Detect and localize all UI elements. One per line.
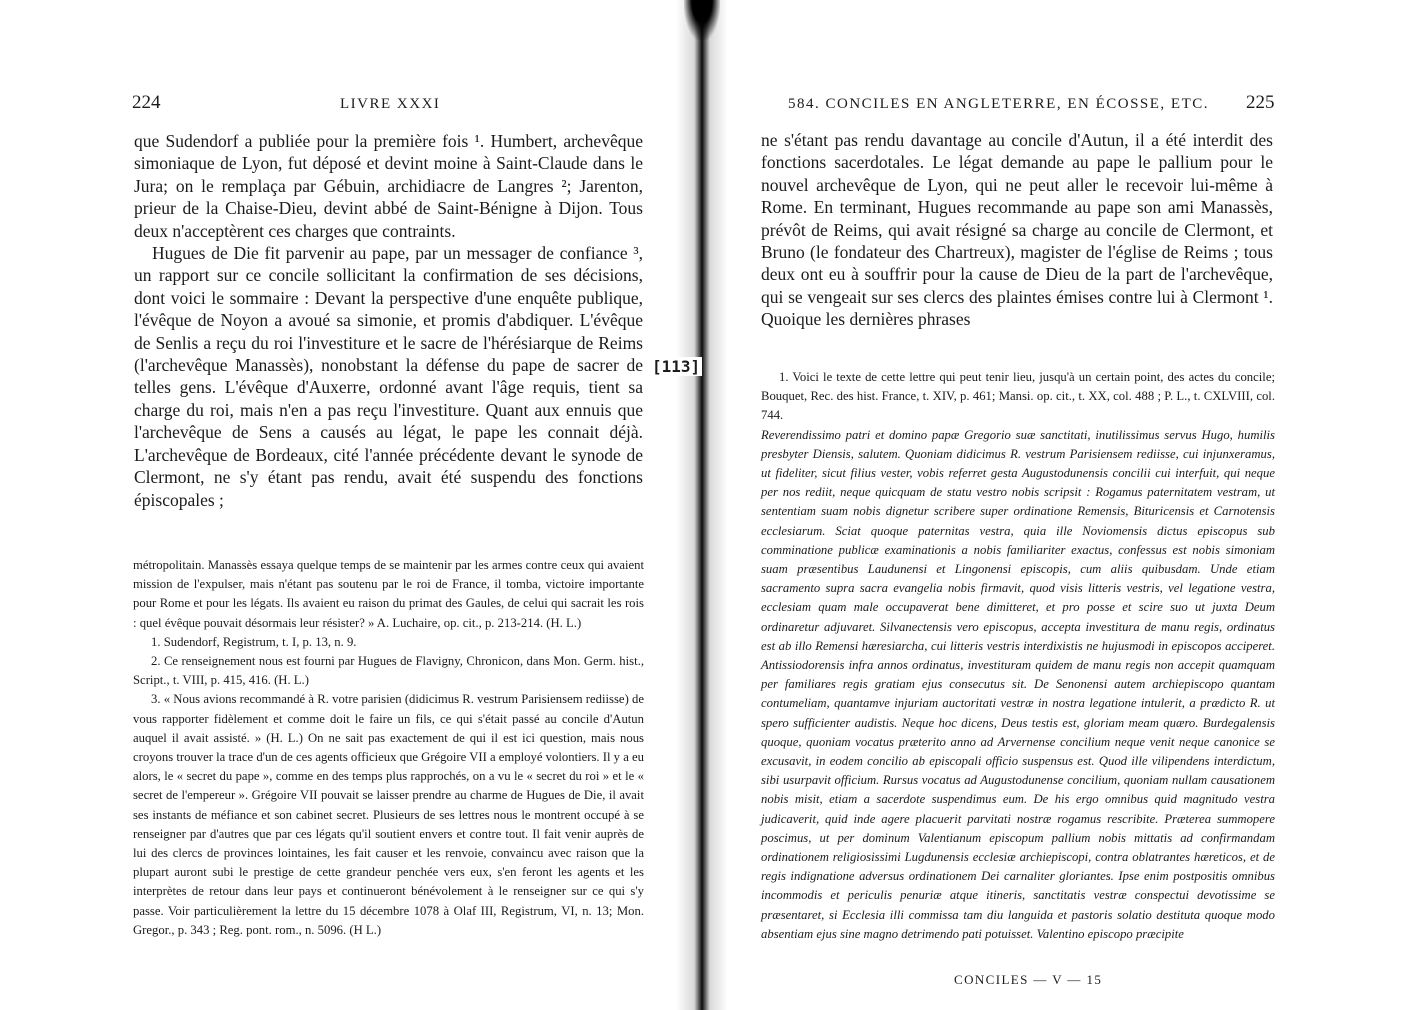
main-text	[761, 129, 1273, 331]
left-page	[0, 0, 676, 1010]
running-head: 584. CONCILES EN ANGLETERRE, EN ÉCOSSE, ETC.	[788, 96, 1209, 112]
right-page	[728, 0, 1404, 1010]
running-head: LIVRE XXXI	[340, 96, 441, 112]
paragraph: ne s'étant pas rendu davantage au concile d'Autun, il a été interdit des fonctions sacerdotales. Le légat demande au pape le pallium pour le nouvel archevêque de Lyon, qui ne peut aller le recevoir lui-même à Rome. En terminant, Hugues recommande au pape son ami Manassès, prévôt de Reims, qui avait résigné sa charge au concile de Clermont, et Bruno (le fondateur des Chartreux), magister de l'église de Reims ; tous deux ont eu à souffrir pour la cause de Dieu de la part de l'archevêque, qui se vengeait sur ses clercs des plaintes émises contre lui à Clermont ¹. Quoique les dernières phrases	[761, 130, 1273, 330]
main-text	[134, 130, 643, 511]
paragraph: Hugues de Die fit parvenir au pape, par un messager de confiance ³, un rapport sur ce concile sollicitant la confirmation de ses décisions, dont voici le sommaire : Devant la perspective d'une enquête publique, l'évêque de Noyon a avoué sa simonie, et promis d'abdiquer. L'évêque de Senlis a reçu du roi l'investiture et le sacre de l'hérésiarque de Reims (l'archevêque Manassès), nonobstant la défense du pape de sacrer de telles gens. L'évêque d'Auxerre, ordonné avant l'âge requis, tient sa charge du roi, mais n'en a pas reçu l'investiture. Quant aux ennuis que l'archevêque de Sens a causés au légat, le pape les connait déjà. L'archevêque de Bordeaux, cité l'année précédente devant le synode de Clermont, ne s'y étant pas rendu, avait été suspendu des fonctions épiscopales ;	[134, 243, 643, 510]
footnote-3: 3. « Nous avions recommandé à R. votre parisien (didicimus R. vestrum Parisiensem rediisse) de vous rapporter fidèlement et comme doit le faire un fils, ce qui s'était passé au concile d'Autun auquel il avait assisté. » (H. L.) On ne sait pas exactement de qui il est ici question, mais nous croyons trouver la trace d'un de ces agents officieux que Grégoire VII a employé volontiers. Il y a eu alors, le « secret du pape », comme en des temps plus rapprochés, on a vu le « secret du roi » et le « secret de l'empereur ». Grégoire VII pouvait se laisser prendre au charme de Hugues de Die, il avait ses instants de méfiance et son cabinet secret. Plusieurs de ses lettres nous le montrent occupé à se renseigner par d'autres que par ces légats qu'il soutient envers et contre tout. Il fait venir auprès de lui des clercs de provinces lointaines, les fait causer et les renvoie, convaincu avec raison que la plupart auront subi le prestige de cette grandeur penchée vers eux, s'en feront les agents et les interprètes de retour dans leur pays et continueront bénévolement à le renseigner sur ce qui s'y passe. Voir particulièrement la lettre du 15 décembre 1078 à Olaf III, Registrum, VI, n. 13; Mon. Gregor., p. 343 ; Reg. pont. rom., n. 5096. (H L.)	[133, 692, 644, 937]
original-page-marker: [113]	[652, 357, 701, 376]
footnote-2: 2. Ce renseignement nous est fourni par Hugues de Flavigny, Chronicon, dans Mon. Germ. hist., Script., t. VIII, p. 415, 416. (H. L.)	[133, 654, 644, 688]
paragraph: que Sudendorf a publiée pour la première fois ¹. Humbert, archevêque simoniaque de Lyon, fut déposé et devint moine à Saint-Claude dans le Jura; on le remplaça par Gébuin, archidiacre de Langres ²; Jarenton, prieur de la Chaise-Dieu, devint abbé de Saint-Bénigne à Dijon. Tous deux n'acceptèrent ces charges que contraints.	[134, 131, 643, 241]
footnotes	[133, 556, 644, 940]
footnote-1-intro: 1. Voici le texte de cette lettre qui peut tenir lieu, jusqu'à un certain point, des actes du concile; Bouquet, Rec. des hist. France, t. XIV, p. 461; Mansi. op. cit., t. XX, col. 488 ; P. L., t. CXLVIII, col. 744.	[761, 370, 1275, 423]
page-number: 224	[132, 92, 161, 113]
footnote-1-latin-letter: Reverendissimo patri et domino papæ Gregorio suæ sanctitati, inutilissimus servus Hugo, humilis presbyter Diensis, salutem. Quoniam didicimus R. vestrum Parisiensem rediisse, cui injunxeramus, ut fideliter, sicut filius vester, vobis referret gesta Augustodunensis concilii cui interfuit, qui neque per nos rediit, neque quicquam de statu vestro nobis scripsit : Rogamus paternitatem vestram, ut sententiam suam nobis dignetur scribere super ordinatione Remensis, Bituricensis et Carnotensis ecclesiarum. Sciat quoque paternitas vestra, quia ille Noviomensis dictus episcopus sub comminatione publicæ examinationis a nobis familiariter exactus, confessus est nobis simoniam suam præsentibus Laudunensi et Lingonensi episcopis, cum aliis quibusdam. Unde etiam sacramento supra sacra evangelia nobis firmavit, quod visis litteris vestris, vel legatione vestra, ecclesiam quam male occupaverat bene dimitteret, et pro posse et scire suo ut juxta Deum ordinaretur adjuvaret. Silvanectensis vero episcopus, accepta investitura de manu regis, ordinatus est ab illo Remensi hæresiarcha, cui litteris vestris interdixistis ne hujusmodi in episcopos acciperet. Antissiodorensis infra annos ordinatus, investituram quidem de manu regis non accepit quamquam per familiares regis gratiam ejus consecutus sit. De Senonensi autem archiepiscopo quantam contumeliam, quantamve injuriam auctoritati vestræ in nostra legatione intulerit, a prædicto R. ut spero sufficienter audistis. Neque hoc dicens, Deus testis est, gloriam meam quæro. Burdegalensis quoque, quoniam vocatus præterito anno ad Arvernense concilium neque venit neque canonice se excusavit, in eodem concilio ab episcopali officio suspensus est. Quod ille vilipendens interdictum, sibi usurpavit officium. Rursus vocatus ad Augustodunense concilium, quoniam nullam causationem nobis misit, etiam a sacerdote suspendimus eum. De his ergo omnibus quid magnitudo vestra judicaverit, quid inde agere placuerit parvitati nostræ rogamus rescribite. Præterea summopere poscimus, ut per dominum Valentianum episcopum pallium nobis mittatis ad confirmandam ordinationem religiosissimi Lugdunensis ecclesiæ archiepiscopi, contra oblatrantes hæreticos, et de regis indignatione adversus ordinationem Dei carnaliter gloriantes. Ipse enim postpositis omnibus incommodis et periculis penuriæ atque itineris, sanctitatis vestræ conspectui devotissime se præsentaret, si Ecclesia illi commissa tam diu languida et pastoris solatio destituta quoque modo absentiam ejus sine magno detrimendo pati potuisset. Valentino episcopo præcipite	[761, 427, 1275, 941]
page-number: 225	[1246, 92, 1275, 113]
signature-mark: CONCILES — V — 15	[954, 972, 1103, 987]
book-gutter	[676, 0, 728, 1010]
gutter-shadow	[684, 0, 720, 40]
footnotes	[761, 368, 1275, 944]
footnote-continuation: métropolitain. Manassès essaya quelque temps de se maintenir par les armes contre ceux qui avaient mission de l'expulser, mais n'étant pas soutenu par le roi de France, il tomba, victoire importante pour Rome et pour les légats. Ils avaient eu raison du primat des Gaules, de celui qui sacrait les rois : quel évêque pouvait désormais leur résister? » A. Luchaire, op. cit., p. 213-214. (H. L.)	[133, 558, 644, 630]
footnote-1: 1. Sudendorf, Registrum, t. I, p. 13, n. 9.	[151, 634, 357, 649]
